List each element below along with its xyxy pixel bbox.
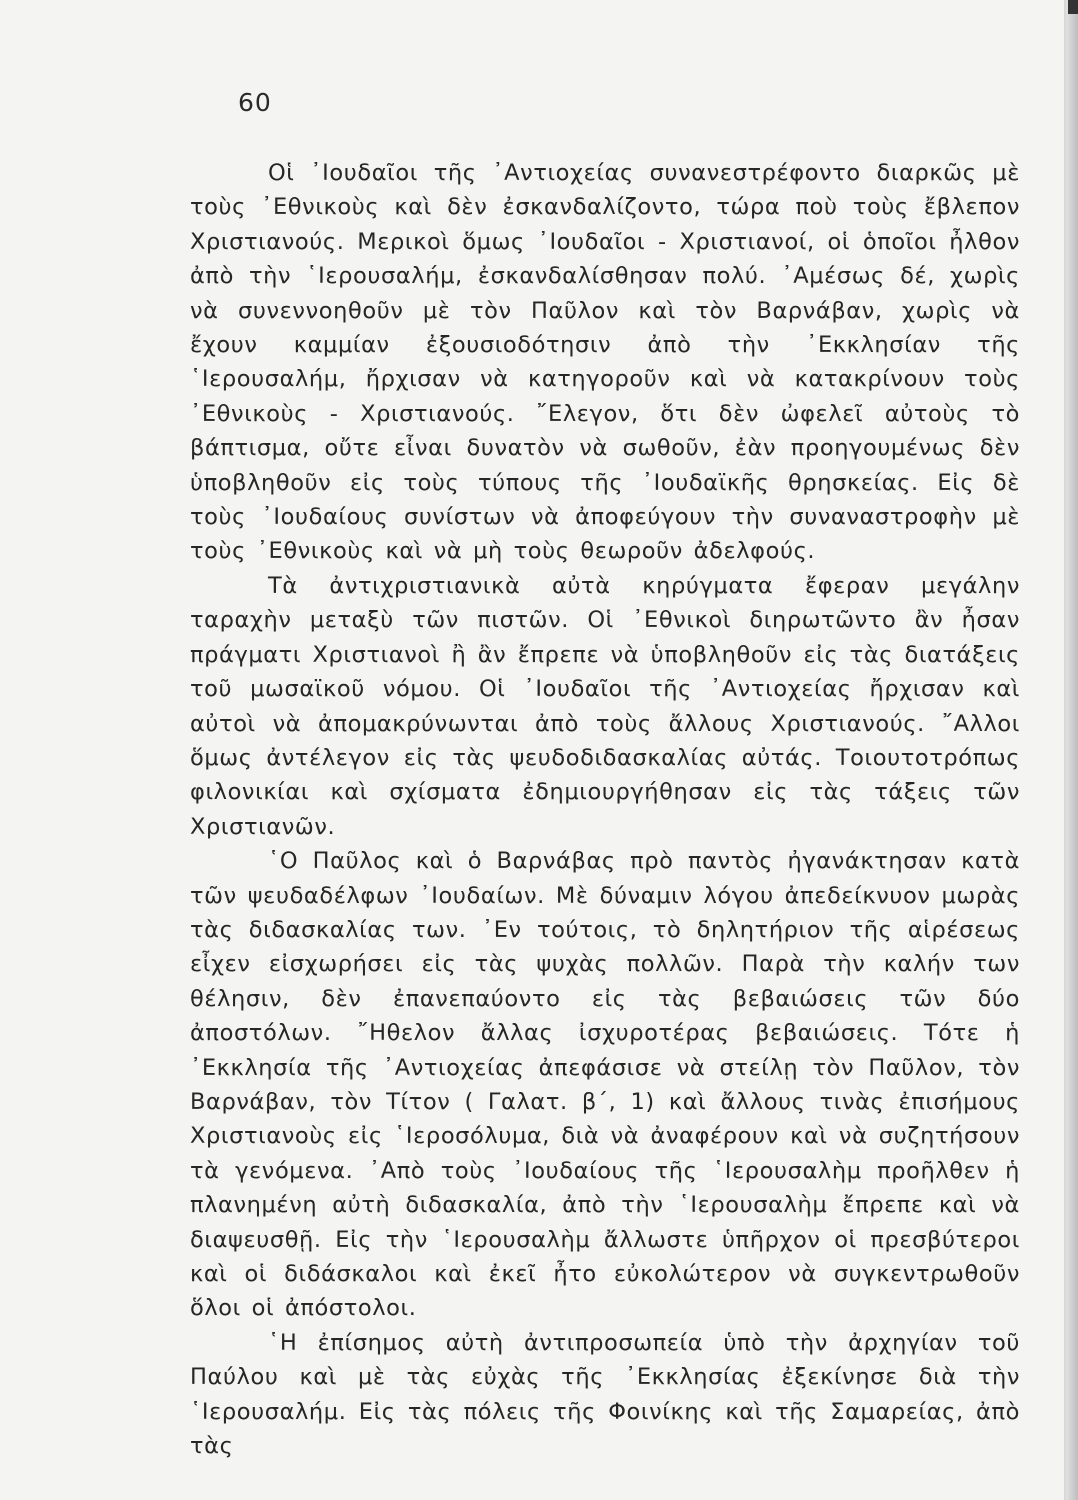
paragraph: Οἱ ᾿Ιουδαῖοι τῆς ᾿Αντιοχείας συνανεστρέφοντο διαρκῶς μὲ τοὺς ᾿Εθνικοὺς καὶ δὲν ἐσκανδαλίζοντο, τώρα ποὺ τοὺς ἔβλεπον Χριστιανούς. Μερικοὶ ὅμως ᾿Ιουδαῖοι - Χριστιανοί, οἱ ὁποῖοι ἦλθον ἀπὸ τὴν ῾Ιερουσαλήμ, ἐσκανδαλίσθησαν πολύ. ᾿Αμέσως δέ, χωρὶς νὰ συνεννοηθοῦν μὲ τὸν Παῦλον καὶ τὸν Βαρνάβαν, χωρὶς νὰ ἔχουν καμμίαν ἐξουσιοδότησιν ἀπὸ τὴν ᾿Εκκλησίαν τῆς ῾Ιερουσαλήμ, ἤρχισαν νὰ κατηγοροῦν καὶ νὰ κατακρίνουν τοὺς ᾿Εθνικοὺς - Χριστιανούς. ῎Ελεγον, ὅτι δὲν ὠφελεῖ αὐτοὺς τὸ βάπτισμα, οὔτε εἶναι δυνατὸν νὰ σωθοῦν, ἐὰν προηγουμένως δὲν ὑποβληθοῦν εἰς τοὺς τύπους τῆς ᾿Ιουδαϊκῆς θρησκείας. Εἰς δὲ τοὺς ᾿Ιουδαίους συνίστων νὰ ἀποφεύγουν τὴν συναναστροφὴν μὲ τοὺς ᾿Εθνικοὺς καὶ νὰ μὴ τοὺς θεωροῦν ἀδελφούς. — [190, 160, 1020, 565]
page-number: 60 — [238, 88, 272, 117]
body-text — [190, 156, 1020, 1463]
paragraph: ῾Ο Παῦλος καὶ ὁ Βαρνάβας πρὸ παντὸς ἠγανάκτησαν κατὰ τῶν ψευδαδέλφων ᾿Ιουδαίων. Μὲ δύναμιν λόγου ἀπεδείκνυον μωρὰς τὰς διδασκαλίας των. ᾿Εν τούτοις, τὸ δηλητήριον τῆς αἱρέσεως εἶχεν εἰσχωρήσει εἰς τὰς ψυχὰς πολλῶν. Παρὰ τὴν καλήν των θέλησιν, δὲν ἐπανεπαύοντο εἰς τὰς βεβαιώσεις τῶν δύο ἀποστόλων. ῎Ηθελον ἄλλας ἰσχυροτέρας βεβαιώσεις. Τότε ἡ ᾿Εκκλησία τῆς ᾿Αντιοχείας ἀπεφάσισε νὰ στείλῃ τὸν Παῦλον, τὸν Βαρνάβαν, τὸν Τίτον ( Γαλατ. β΄, 1) καὶ ἄλλους τινὰς ἐπισήμους Χριστιανοὺς εἰς ῾Ιεροσόλυμα, διὰ νὰ ἀναφέρουν καὶ νὰ συζητήσουν τὰ γενόμενα. ᾿Απὸ τοὺς ᾿Ιουδαίους τῆς ῾Ιερουσαλὴμ προῆλθεν ἡ πλανημένη αὐτὴ διδασκαλία, ἀπὸ τὴν ῾Ιερουσαλὴμ ἔπρεπε καὶ νὰ διαψευσθῇ. Εἰς τὴν ῾Ιερουσαλὴμ ἄλλωστε ὑπῆρχον οἱ πρεσβύτεροι καὶ οἱ διδάσκαλοι καὶ ἐκεῖ ἦτο εὐκολώτερον νὰ συγκεντρωθοῦν ὅλοι οἱ ἀπόστολοι. — [190, 848, 1020, 1322]
paragraph: ῾Η ἐπίσημος αὐτὴ ἀντιπροσωπεία ὑπὸ τὴν ἀρχηγίαν τοῦ Παύλου καὶ μὲ τὰς εὐχὰς τῆς ᾿Εκκλησίας ἐξεκίνησε διὰ τὴν ῾Ιερουσαλήμ. Εἰς τὰς πόλεις τῆς Φοινίκης καὶ τῆς Σαμαρείας, ἀπὸ τὰς — [190, 1329, 1020, 1460]
paragraph: Τὰ ἀντιχριστιανικὰ αὐτὰ κηρύγματα ἔφεραν μεγάλην ταραχὴν μεταξὺ τῶν πιστῶν. Οἱ ᾿Εθνικοὶ διηρωτῶντο ἂν ἦσαν πράγματι Χριστιανοὶ ἢ ἂν ἔπρεπε νὰ ὑποβληθοῦν εἰς τὰς διατάξεις τοῦ μωσαϊκοῦ νόμου. Οἱ ᾿Ιουδαῖοι τῆς ᾿Αντιοχείας ἤρχισαν καὶ αὐτοὶ νὰ ἀπομακρύνωνται ἀπὸ τοὺς ἄλλους Χριστιανούς. ῎Αλλοι ὅμως ἀντέλεγον εἰς τὰς ψευδοδιδασκαλίας αὐτάς. Τοιουτοτρόπως φιλονικίαι καὶ σχίσματα ἐδημιουργήθησαν εἰς τὰς τάξεις τῶν Χριστιανῶν. — [190, 572, 1020, 840]
scan-corner-mark — [1068, 0, 1078, 14]
page-edge — [1066, 0, 1078, 1500]
